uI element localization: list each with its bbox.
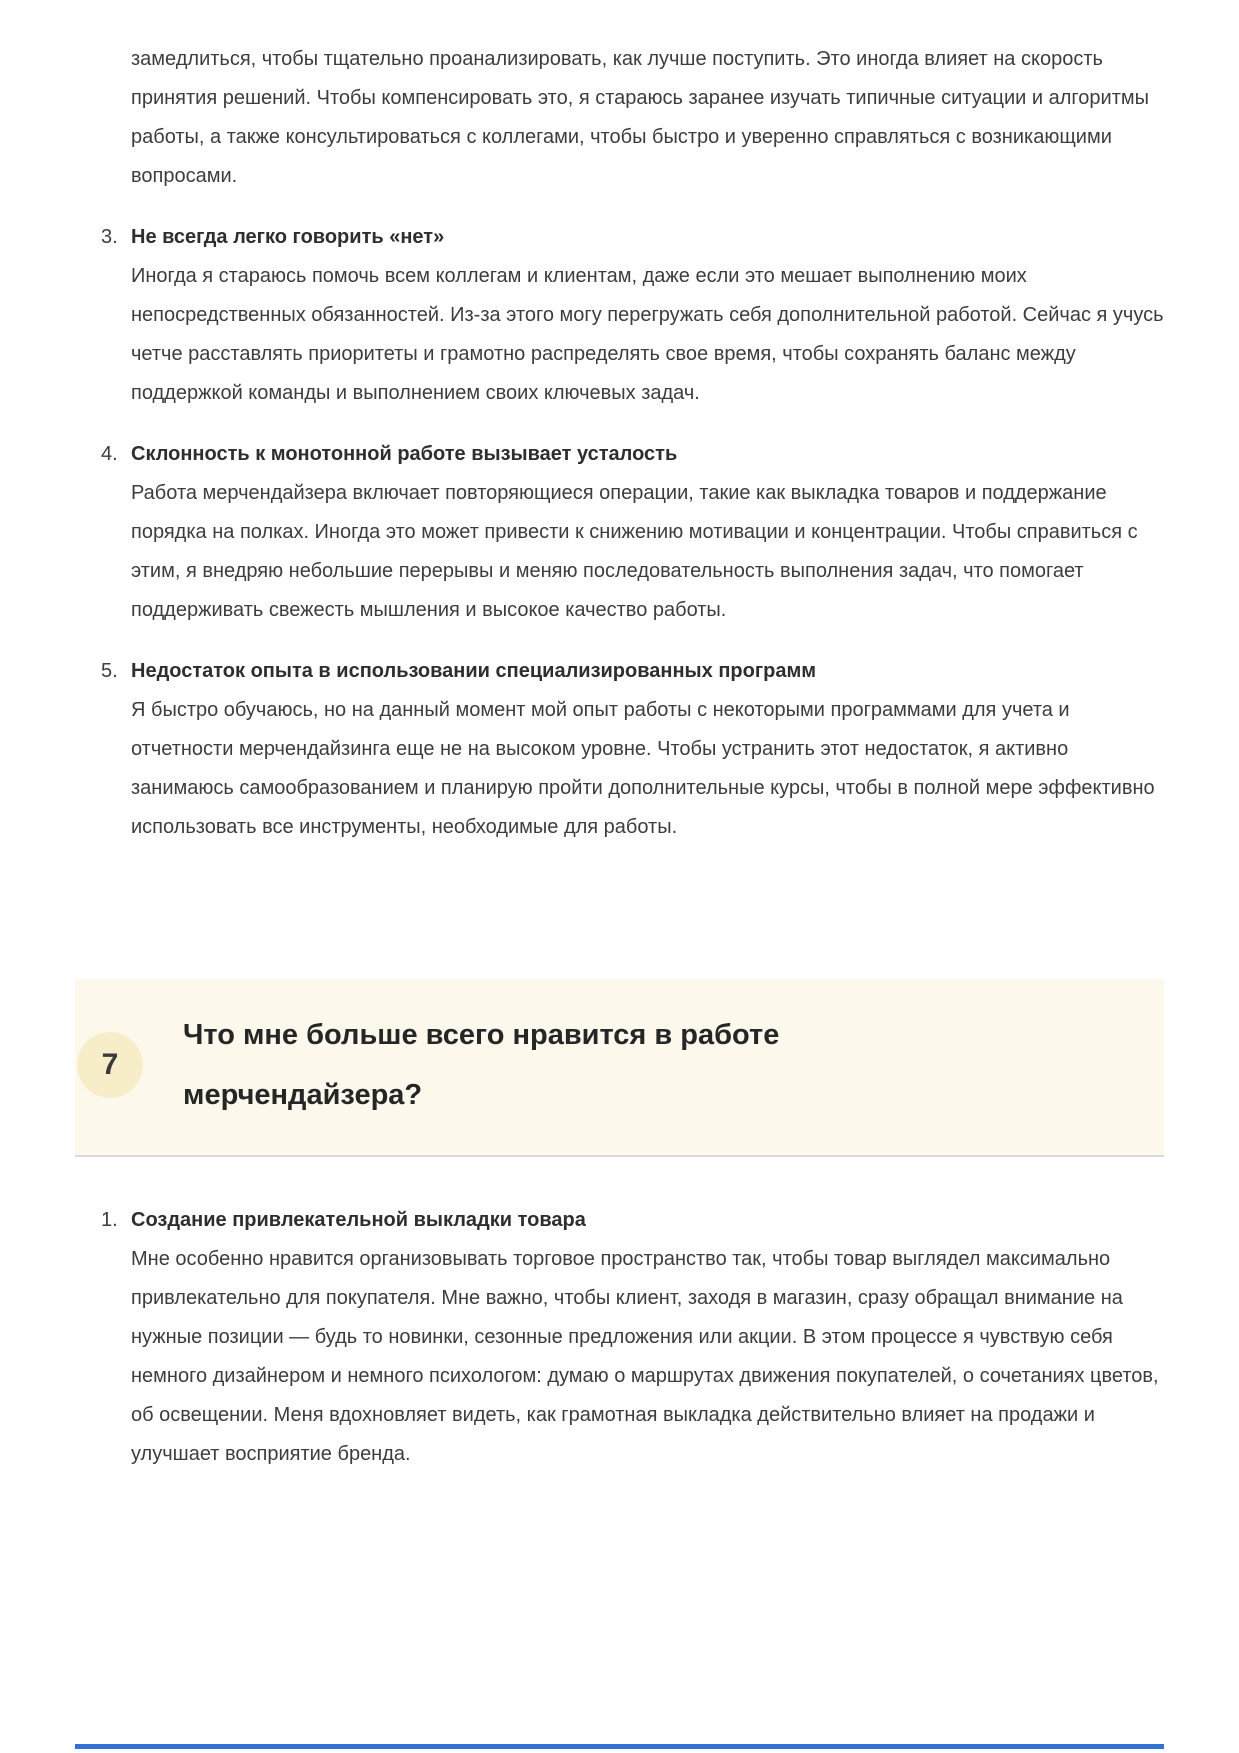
section-title: Что мне больше всего нравится в работе мерчендайзера? [183,1019,780,1111]
list-item-number: 5. [101,660,118,682]
paragraph-continuation: замедлиться, чтобы тщательно проанализировать, как лучше поступить. Это иногда влияет на скорость принятия решений. Чтобы компенсировать это, я стараюсь заранее изучать типичные ситуации и алгоритмы работы, а также консультироваться с коллегами, чтобы быстро и уверенно справляться с возникающими вопросами. [131,48,1149,187]
list-item [75,1201,1164,1474]
list-item-title: Не всегда легко говорить «нет» [131,226,445,248]
section-divider-accent [75,1744,1164,1749]
likes-list [75,1201,1164,1474]
section-number-badge: 7 [77,1032,143,1098]
list-item-body: Я быстро обучаюсь, но на данный момент мой опыт работы с некоторыми программами для учета и отчетности мерчендайзинга еще не на высоком уровне. Чтобы устранить этот недостаток, я активно занимаюсь самообразованием и планирую пройти дополнительные курсы, чтобы в полной мере эффективно использовать все инструменты, необходимые для работы. [131,699,1155,838]
list-item-number: 4. [101,443,118,465]
list-item-title: Склонность к монотонной работе вызывает усталость [131,443,678,465]
list-item-number: 1. [101,1209,118,1231]
weaknesses-list [75,218,1164,847]
list-item-body: Иногда я стараюсь помочь всем коллегам и клиентам, даже если это мешает выполнению моих непосредственных обязанностей. Из-за этого могу перегружать себя дополнительной работой. Сейчас я учусь четче расставлять приоритеты и грамотно распределять свое время, чтобы сохранять баланс между поддержкой команды и выполнением своих ключевых задач. [131,265,1164,404]
list-item [75,435,1164,630]
list-item-body: Мне особенно нравится организовывать торговое пространство так, чтобы товар выглядел максимально привлекательно для покупателя. Мне важно, чтобы клиент, заходя в магазин, сразу обращал внимание на нужные позиции — будь то новинки, сезонные предложения или акции. В этом процессе я чувствую себя немного дизайнером и немного психологом: думаю о маршрутах движения покупателей, о сочетаниях цветов, об освещении. Меня вдохновляет видеть, как грамотная выкладка действительно влияет на продажи и улучшает восприятие бренда. [131,1248,1159,1465]
section-header [75,979,1164,1157]
list-item-title: Создание привлекательной выкладки товара [131,1209,586,1231]
list-item-body: Работа мерчендайзера включает повторяющиеся операции, такие как выкладка товаров и поддержание порядка на полках. Иногда это может привести к снижению мотивации и концентрации. Чтобы справиться с этим, я внедряю небольшие перерывы и меняю последовательность выполнения задач, что помогает поддерживать свежесть мышления и высокое качество работы. [131,482,1138,621]
list-item-title: Недостаток опыта в использовании специализированных программ [131,660,817,682]
list-item [75,652,1164,847]
list-item [75,218,1164,413]
list-item-number: 3. [101,226,118,248]
